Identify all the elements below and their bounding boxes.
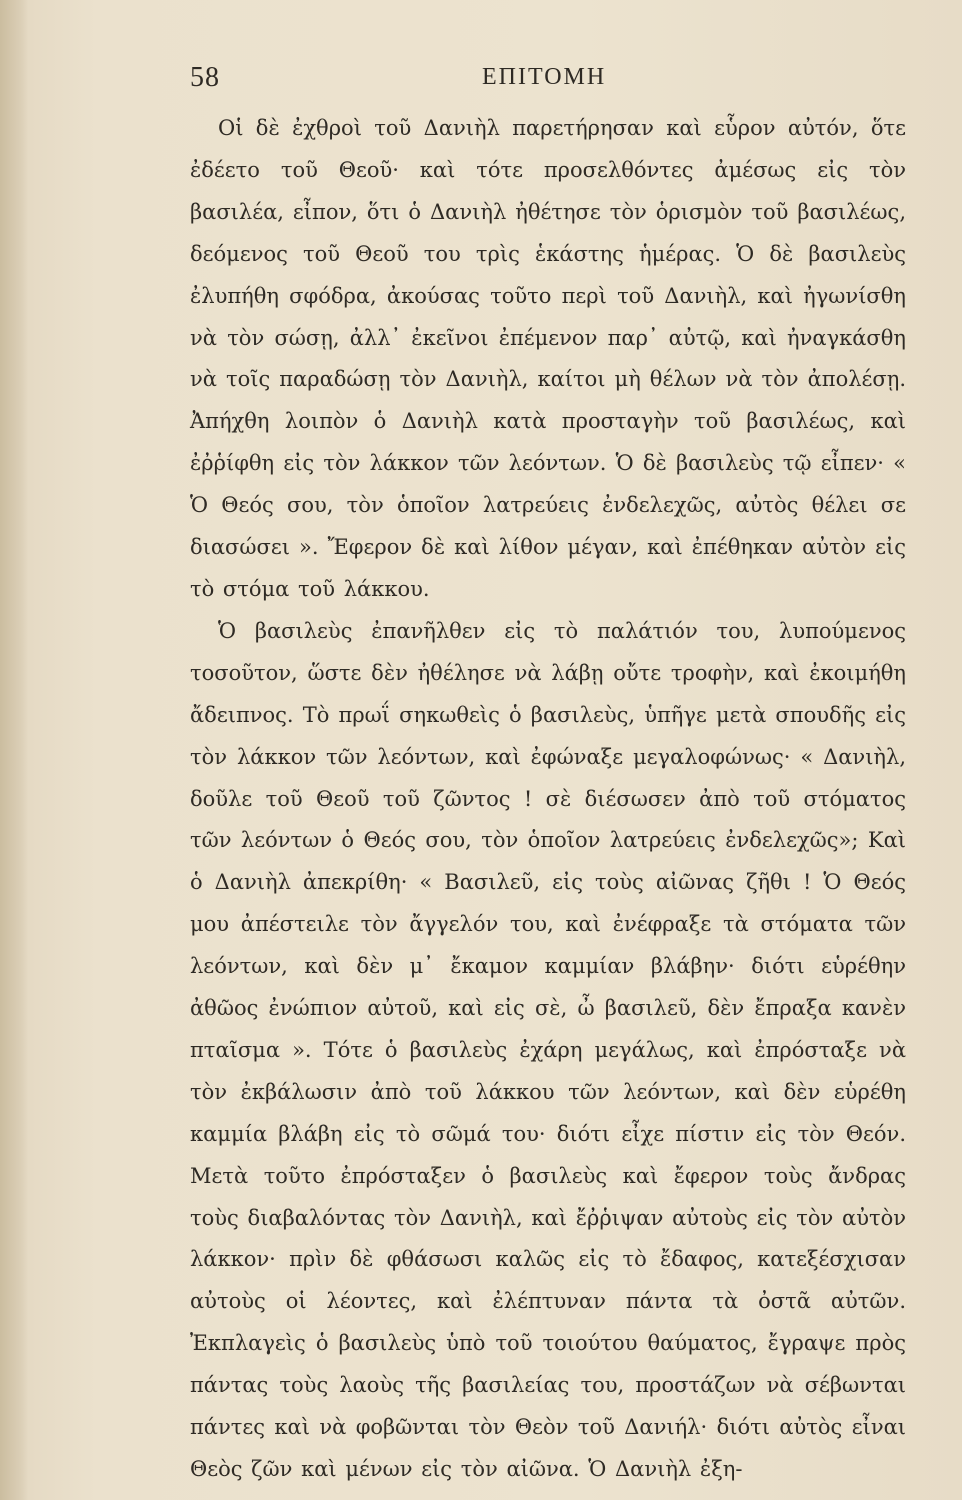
page-header bbox=[190, 62, 906, 102]
paragraph: Οἱ δὲ ἐχθροὶ τοῦ Δανιὴλ παρετήρησαν καὶ εὗρον αὐτόν, ὅτε ἐδέετο τοῦ Θεοῦ· καὶ τότε προσελθόντες ἀμέσως εἰς τὸν βασιλέα, εἶπον, ὅτι ὁ Δανιὴλ ἠθέτησε τὸν ὁρισμὸν τοῦ βασιλέως, δεόμενος τοῦ Θεοῦ του τρὶς ἑκάστης ἡμέρας. Ὁ δὲ βασιλεὺς ἐλυπήθη σφόδρα, ἀκούσας τοῦτο περὶ τοῦ Δανιὴλ, καὶ ἠγωνίσθη νὰ τὸν σώσῃ, ἀλλ᾽ ἐκεῖνοι ἐπέμενον παρ᾽ αὐτῷ, καὶ ἠναγκάσθη νὰ τοῖς παραδώσῃ τὸν Δανιὴλ, καίτοι μὴ θέλων νὰ τὸν ἀπολέσῃ. Ἀπήχθη λοιπὸν ὁ Δανιὴλ κατὰ προσταγὴν τοῦ βασιλέως, καὶ ἐῤῥίφθη εἰς τὸν λάκκον τῶν λεόντων. Ὁ δὲ βασιλεὺς τῷ εἶπεν· « Ὁ Θεός σου, τὸν ὁποῖον λατρεύεις ἐνδελεχῶς, αὐτὸς θέλει σε διασώσει ». Ἔφερον δὲ καὶ λίθον μέγαν, καὶ ἐπέθηκαν αὐτὸν εἰς τὸ στόμα τοῦ λάκκου. bbox=[190, 116, 906, 601]
body-text bbox=[190, 108, 906, 1491]
page-number: 58 bbox=[190, 62, 220, 93]
paragraph: Ὁ βασιλεὺς ἐπανῆλθεν εἰς τὸ παλάτιόν του, λυπούμενος τοσοῦτον, ὥστε δὲν ἠθέλησε νὰ λάβῃ οὔτε τροφὴν, καὶ ἐκοιμήθη ἄδειπνος. Τὸ πρωΐ σηκωθεὶς ὁ βασιλεὺς, ὑπῆγε μετὰ σπουδῆς εἰς τὸν λάκκον τῶν λεόντων, καὶ ἐφώναξε μεγαλοφώνως· « Δανιὴλ, δοῦλε τοῦ Θεοῦ τοῦ ζῶντος ! σὲ διέσωσεν ἀπὸ τοῦ στόματος τῶν λεόντων ὁ Θεός σου, τὸν ὁποῖον λατρεύεις ἐνδελεχῶς»; Καὶ ὁ Δανιὴλ ἀπεκρίθη· « Βασιλεῦ, εἰς τοὺς αἰῶνας ζῆθι ! Ὁ Θεός μου ἀπέστειλε τὸν ἄγγελόν του, καὶ ἐνέφραξε τὰ στόματα τῶν λεόντων, καὶ δὲν μ᾽ ἔκαμον καμμίαν βλάβην· διότι εὑρέθην ἀθῶος ἐνώπιον αὐτοῦ, καὶ εἰς σὲ, ὦ βασιλεῦ, δὲν ἔπραξα κανὲν πταῖσμα ». Τότε ὁ βασιλεὺς ἐχάρη μεγάλως, καὶ ἐπρόσταξε νὰ τὸν ἐκβάλωσιν ἀπὸ τοῦ λάκκου τῶν λεόντων, καὶ δὲν εὑρέθη καμμία βλάβη εἰς τὸ σῶμά του· διότι εἶχε πίστιν εἰς τὸν Θεόν. Μετὰ τοῦτο ἐπρόσταξεν ὁ βασιλεὺς καὶ ἔφερον τοὺς ἄνδρας τοὺς διαβαλόντας τὸν Δανιὴλ, καὶ ἔῤῥιψαν αὐτοὺς εἰς τὸν αὐτὸν λάκκον· πρὶν δὲ φθάσωσι καλῶς εἰς τὸ ἔδαφος, κατεξέσχισαν αὐτοὺς οἱ λέοντες, καὶ ἐλέπτυναν πάντα τὰ ὀστᾶ αὐτῶν. Ἐκπλαγεὶς ὁ βασιλεὺς ὑπὸ τοῦ τοιούτου θαύματος, ἔγραψε πρὸς πάντας τοὺς λαοὺς τῆς βασιλείας του, προστάζων νὰ σέβωνται πάντες καὶ νὰ φοβῶνται τὸν Θεὸν τοῦ Δανιήλ· διότι αὐτὸς εἶναι Θεὸς ζῶν καὶ μένων εἰς τὸν αἰῶνα. Ὁ Δανιὴλ ἐξη- bbox=[190, 618, 906, 1481]
page-spine-shadow bbox=[0, 0, 28, 1500]
running-title: ΕΠΙΤΟΜΗ bbox=[482, 64, 607, 90]
